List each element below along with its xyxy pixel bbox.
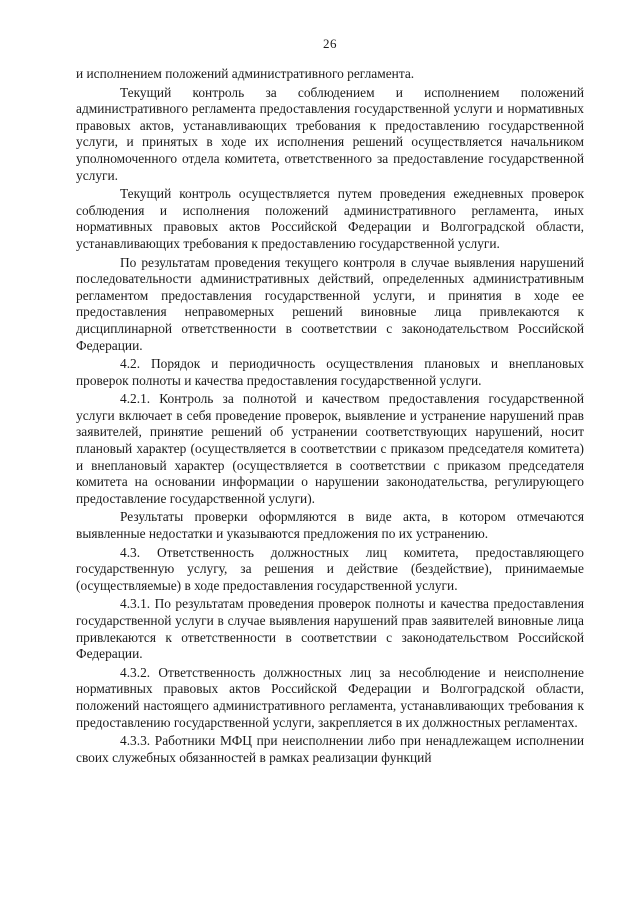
- paragraph: 4.3.3. Работники МФЦ при неисполнении либо при ненадлежащем исполнении своих служебных обязанностей в рамках реализации функций: [76, 733, 584, 765]
- paragraph: 4.2.1. Контроль за полнотой и качеством предоставления государственной услуги включает в себя проведение проверок, выявление и устранение нарушений прав заявителей, принятие решений об устранении соответствующих нарушений, носит плановый характер (осуществляется в соответствии с приказом председателя комитета) и внеплановый характер (осуществляется в соответствии с приказом председателя комитета на основании информации о нарушении законодательства, регулирующего предоставление государственной услуги).: [76, 391, 584, 506]
- paragraph: 4.3.2. Ответственность должностных лиц за несоблюдение и неисполнение нормативных правовых актов Российской Федерации и Волгоградской области, положений настоящего административного регламента, устанавливающих требования к предоставлению государственной услуги, закрепляется в их должностных регламентах.: [76, 664, 584, 730]
- paragraph: Текущий контроль осуществляется путем проведения ежедневных проверок соблюдения и исполнения положений административного регламента, иных нормативных правовых актов Российской Федерации и Волгоградской области, устанавливающих требования к предоставлению государственной услуги.: [76, 186, 584, 251]
- paragraph: Текущий контроль за соблюдением и исполнением положений административного регламента предоставления государственной услуги и нормативных правовых актов, устанавливающих требования к предоставлению государственной услуги, и принятых в ходе их исполнения решений осуществляется начальником уполномоченного отдела комитета, ответственного за предоставление государственной услуги.: [76, 84, 584, 183]
- section-heading-4-3: 4.3. Ответственность должностных лиц комитета, предоставляющего государственную услугу, за решения и действие (бездействие), принимаемые (осуществляемые) в ходе предоставления государственной услуги.: [76, 544, 584, 593]
- paragraph: и исполнением положений административного регламента.: [76, 66, 415, 81]
- paragraph: 4.3.1. По результатам проведения проверок полноты и качества предоставления государственной услуги в случае выявления нарушений прав заявителей виновные лица привлекаются к ответственности в соответствии с законодательством Российской Федерации.: [76, 596, 584, 662]
- document-body: [76, 66, 584, 766]
- paragraph: По результатам проведения текущего контроля в случае выявления нарушений последовательности административных действий, определенных административным регламентом предоставления государственной услуги, и принятия в ходе ее предоставления неправомерных решений виновные лица привлекаются к дисциплинарной ответственности в соответствии с законодательством Российской Федерации.: [76, 254, 584, 353]
- section-heading-4-2: 4.2. Порядок и периодичность осуществления плановых и внеплановых проверок полноты и качества предоставления государственной услуги.: [76, 356, 584, 388]
- page-number: 26: [323, 36, 337, 51]
- paragraph: Результаты проверки оформляются в виде акта, в котором отмечаются выявленные недостатки и указываются предложения по их устранению.: [76, 509, 584, 542]
